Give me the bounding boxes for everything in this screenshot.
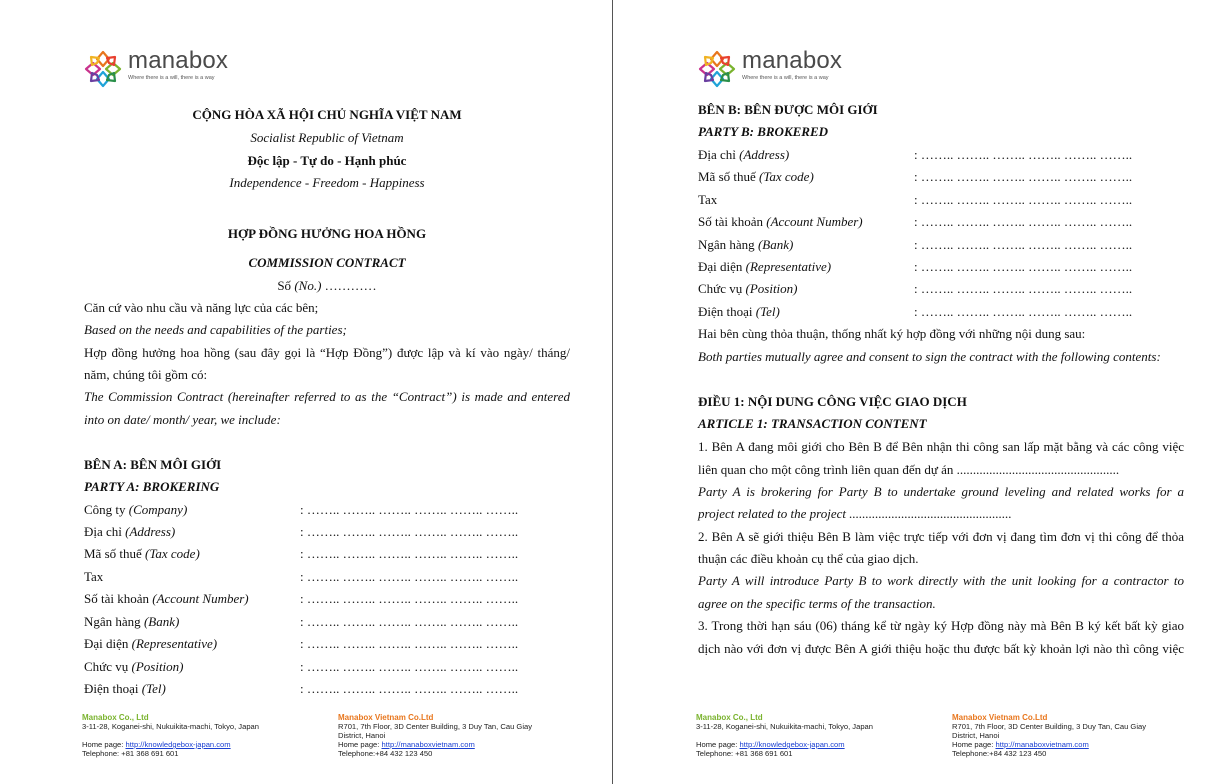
party-a-heading-en: PARTY A: BROKERING: [84, 479, 220, 494]
footer-jp-address: 3-11-28, Koganei-shi, Nukuikita-machi, Tokyo, Japan: [696, 722, 873, 731]
party-a-address-value: : …….. …….. …….. …….. …….. ……..: [300, 524, 519, 539]
party-b-heading-vi: BÊN B: BÊN ĐƯỢC MÔI GIỚI: [698, 102, 878, 117]
clause-2-vi-line2: thuận các điều khoản cụ thể của giao dịch.: [698, 551, 919, 566]
footer-japan: [82, 713, 302, 758]
field-label-en: (Tel): [141, 681, 166, 696]
clause-2-vi-line1: 2. Bên A sẽ giới thiệu Bên B làm việc trực tiếp với đơn vị đang tìm đơn vị thi công để thỏa: [698, 529, 1184, 544]
footer-vn-company: Manabox Vietnam Co.Ltd: [338, 713, 434, 722]
footer-vn-company: Manabox Vietnam Co.Ltd: [952, 713, 1048, 722]
party-b-position-value: : …….. …….. …….. …….. …….. ……..: [914, 281, 1133, 296]
footer-jp-telephone: Telephone: +81 368 691 601: [82, 749, 179, 758]
footer-vn-homepage-link[interactable]: http://manaboxvietnam.com: [995, 740, 1089, 749]
footer-vn-address-line1: R701, 7th Floor, 3D Center Building, 3 Duy Tan, Cau Giay: [338, 722, 533, 731]
party-a-heading-vi: BÊN A: BÊN MÔI GIỚI: [84, 457, 222, 472]
party-b-address-value: : …….. …….. …….. …….. …….. ……..: [914, 147, 1133, 162]
footer-vietnam: [338, 713, 570, 758]
manabox-flower-icon: [698, 50, 736, 88]
field-label-vi: Đại diện: [84, 636, 129, 651]
logo-tagline: Where there is a will, there is a way: [128, 75, 215, 81]
field-label-vi: Mã số thuế: [84, 546, 142, 561]
party-a-position-label: [84, 659, 184, 675]
article-1-heading-vi: ĐIỀU 1: NỘI DUNG CÔNG VIỆC GIAO DỊCH: [698, 394, 967, 409]
homepage-label: Home page:: [696, 740, 738, 749]
party-b-bank-label: [698, 237, 793, 253]
party-b-tax-value: : …….. …….. …….. …….. …….. ……..: [914, 192, 1133, 207]
footer-vn-homepage: [338, 740, 570, 749]
contract-number: [84, 278, 570, 294]
field-label-vi: Chức vụ: [698, 281, 743, 296]
clause-1-vi-line2: liên quan cho một công trình liên quan đến dự án ..................................................: [698, 462, 1120, 477]
footer-jp-homepage: [82, 740, 302, 749]
field-label-vi: Mã số thuế: [698, 169, 756, 184]
footer-jp-company: Manabox Co., Ltd: [696, 713, 763, 722]
manabox-logo: [84, 47, 229, 88]
field-label-en: (Bank): [757, 237, 794, 252]
party-a-representative-label: [84, 636, 217, 652]
field-label-en: (Position): [131, 659, 184, 674]
field-label-en: (Company): [128, 502, 188, 517]
logo-wordmark: manabox: [128, 47, 229, 74]
party-b-account-label: [698, 214, 863, 230]
footer-jp-homepage-link[interactable]: http://knowledgebox-japan.com: [125, 740, 231, 749]
manabox-flower-icon: [84, 50, 122, 88]
party-a-bank-label: [84, 614, 179, 630]
party-b-representative-label: [698, 259, 831, 275]
party-b-taxcode-value: : …….. …….. …….. …….. …….. ……..: [914, 169, 1133, 184]
party-a-taxcode-value: : …….. …….. …….. …….. …….. ……..: [300, 546, 519, 561]
contract-intro-en-line1: The Commission Contract (hereinafter referred to as the “Contract”) is made and entered: [84, 389, 570, 404]
party-a-company-value: : …….. …….. …….. …….. …….. ……..: [300, 502, 519, 517]
logo-wordmark: manabox: [742, 47, 843, 74]
footer-vn-homepage-link[interactable]: http://manaboxvietnam.com: [381, 740, 475, 749]
contract-title-vi: HỢP ĐỒNG HƯỞNG HOA HỒNG: [227, 226, 427, 241]
party-a-bank-value: : …….. …….. …….. …….. …….. ……..: [300, 614, 519, 629]
party-b-tel-label: [698, 304, 780, 320]
party-b-position-label: [698, 281, 798, 297]
party-a-tel-value: : …….. …….. …….. …….. …….. ……..: [300, 681, 519, 696]
field-label-vi: Ngân hàng: [698, 237, 755, 252]
country-name-vi: CỘNG HÒA XÃ HỘI CHỦ NGHĨA VIỆT NAM: [192, 107, 462, 122]
party-b-account-value: : …….. …….. …….. …….. …….. ……..: [914, 214, 1133, 229]
footer-vn-address-line1: R701, 7th Floor, 3D Center Building, 3 Duy Tan, Cau Giay: [952, 722, 1147, 731]
party-a-position-value: : …….. …….. …….. …….. …….. ……..: [300, 659, 519, 674]
agreement-vi: Hai bên cùng thỏa thuận, thống nhất ký hợp đồng với những nội dung sau:: [698, 326, 1086, 341]
document-page-2: [614, 0, 1218, 784]
party-b-taxcode-label: [698, 169, 814, 185]
party-b-representative-value: : …….. …….. …….. …….. …….. ……..: [914, 259, 1133, 274]
party-a-company-label: [84, 502, 187, 518]
party-b-tax-label: [698, 192, 717, 208]
field-label-en: (Account Number): [766, 214, 863, 229]
field-label-en: (Tax code): [145, 546, 200, 561]
footer-jp-company: Manabox Co., Ltd: [82, 713, 149, 722]
homepage-label: Home page:: [82, 740, 124, 749]
page-divider: [612, 0, 613, 784]
footer-vn-homepage: [952, 740, 1184, 749]
field-label-vi: Điện thoại: [698, 304, 753, 319]
field-label-vi: Công ty: [84, 502, 126, 517]
field-label-en: (Representative): [745, 259, 832, 274]
field-label-vi: Điện thoại: [84, 681, 139, 696]
party-a-address-label: [84, 524, 175, 540]
field-label-vi: Địa chỉ: [698, 147, 736, 162]
party-a-tax-label: [84, 569, 103, 585]
footer-jp-homepage: [696, 740, 916, 749]
article-1-heading-en: ARTICLE 1: TRANSACTION CONTENT: [698, 416, 927, 431]
party-a-account-value: : …….. …….. …….. …….. …….. ……..: [300, 591, 519, 606]
footer-vn-telephone: Telephone:+84 432 123 450: [338, 749, 433, 758]
clause-3-vi-line2: dịch nào với đơn vị được Bên A giới thiệu hoặc thu được bất kỳ khoản lợi nào thì công việc: [698, 641, 1184, 656]
party-b-address-label: [698, 147, 789, 163]
footer-vn-address-line2: District, Hanoi: [338, 731, 386, 740]
intro-vi: Căn cứ vào nhu cầu và năng lực của các bên;: [84, 300, 319, 315]
party-b-heading-en: PARTY B: BROKERED: [698, 124, 829, 139]
party-a-account-label: [84, 591, 249, 607]
manabox-logo: [698, 47, 843, 88]
contract-intro-en-line2: into on date/ month/ year, we include:: [84, 412, 281, 427]
contract-intro-vi-line2: năm, chúng tôi gồm có:: [84, 367, 208, 382]
footer-vn-address-line2: District, Hanoi: [952, 731, 1000, 740]
footer-vietnam: [952, 713, 1184, 758]
party-a-tel-label: [84, 681, 166, 697]
field-label-en: (Position): [745, 281, 798, 296]
footer-vn-telephone: Telephone:+84 432 123 450: [952, 749, 1047, 758]
field-label-vi: Đại diện: [698, 259, 743, 274]
clause-1-en-line2: project related to the project ..................................................: [698, 506, 1012, 521]
contract-title-en: COMMISSION CONTRACT: [248, 255, 406, 270]
homepage-label: Home page:: [338, 740, 380, 749]
field-label-vi: Địa chỉ: [84, 524, 122, 539]
party-a-tax-value: : …….. …….. …….. …….. …….. ……..: [300, 569, 519, 584]
contract-number-blank: …………: [324, 278, 377, 293]
field-label-en: (Bank): [143, 614, 180, 629]
field-label-en: (Address): [739, 147, 790, 162]
contract-number-label-en: (No.): [294, 278, 322, 293]
field-label-en: (Address): [125, 524, 176, 539]
motto-vi: Độc lập - Tự do - Hạnh phúc: [247, 153, 407, 168]
contract-number-label: Số: [277, 278, 292, 293]
footer-jp-address: 3-11-28, Koganei-shi, Nukuikita-machi, Tokyo, Japan: [82, 722, 259, 731]
clause-3-vi-line1: 3. Trong thời hạn sáu (06) tháng kể từ ngày ký Hợp đồng này mà Bên B ký kết bất kỳ giao: [698, 618, 1184, 633]
clause-1-en-line1: Party A is brokering for Party B to undertake ground leveling and related works for a: [698, 484, 1184, 499]
logo-tagline: Where there is a will, there is a way: [742, 75, 829, 81]
party-b-tel-value: : …….. …….. …….. …….. …….. ……..: [914, 304, 1133, 319]
party-a-representative-value: : …….. …….. …….. …….. …….. ……..: [300, 636, 519, 651]
clause-2-en-line2: agree on the specific terms of the transaction.: [698, 596, 936, 611]
motto-en: Independence - Freedom - Happiness: [229, 175, 425, 190]
field-label-vi: Số tài khoản: [698, 214, 763, 229]
field-label-en: (Account Number): [152, 591, 249, 606]
intro-en: Based on the needs and capabilities of the parties;: [84, 322, 347, 337]
clause-2-en-line1: Party A will introduce Party B to work directly with the unit looking for a contractor to: [698, 573, 1184, 588]
field-label-en: (Tax code): [759, 169, 814, 184]
field-label-vi: Chức vụ: [84, 659, 129, 674]
clause-1-vi-line1: 1. Bên A đang môi giới cho Bên B để Bên nhận thi công san lấp mặt bằng và các công việc: [698, 439, 1184, 454]
field-label-vi: Ngân hàng: [84, 614, 141, 629]
footer-japan: [696, 713, 916, 758]
party-b-bank-value: : …….. …….. …….. …….. …….. ……..: [914, 237, 1133, 252]
footer-jp-telephone: Telephone: +81 368 691 601: [696, 749, 793, 758]
homepage-label: Home page:: [952, 740, 994, 749]
field-label-vi: Tax: [84, 569, 104, 584]
contract-intro-vi-line1: Hợp đồng hưởng hoa hồng (sau đây gọi là “Hợp Đồng”) được lập và kí vào ngày/ tháng/: [84, 345, 570, 360]
field-label-vi: Tax: [698, 192, 718, 207]
agreement-en: Both parties mutually agree and consent to sign the contract with the following contents:: [698, 349, 1161, 364]
field-label-en: (Tel): [755, 304, 780, 319]
country-name-en: Socialist Republic of Vietnam: [250, 130, 404, 145]
footer-jp-homepage-link[interactable]: http://knowledgebox-japan.com: [739, 740, 845, 749]
field-label-en: (Representative): [131, 636, 218, 651]
party-a-taxcode-label: [84, 546, 200, 562]
field-label-vi: Số tài khoản: [84, 591, 149, 606]
